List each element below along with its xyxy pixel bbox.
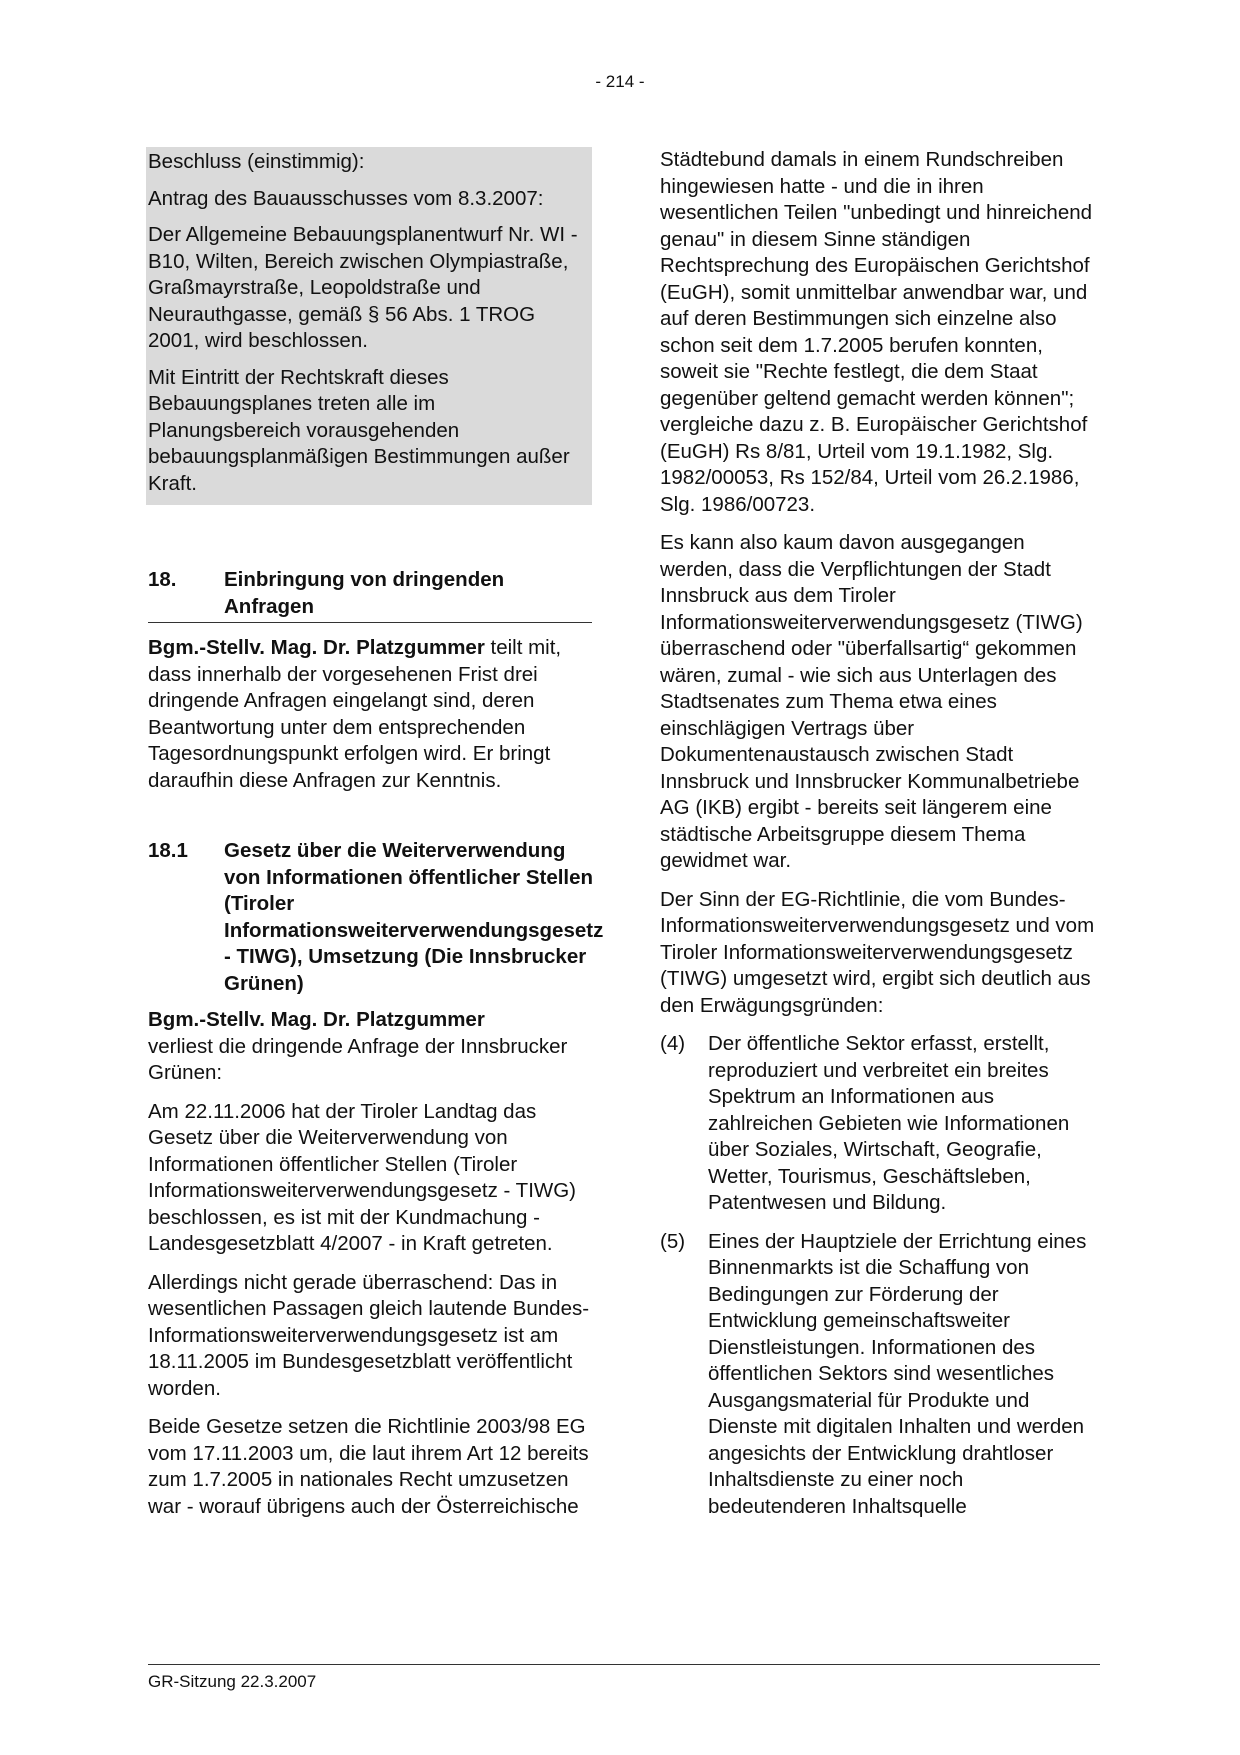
resolution-motion: Antrag des Bauausschusses vom 8.3.2007:: [148, 186, 544, 210]
footer-divider: [148, 1664, 1100, 1665]
recital-number: (4): [660, 1032, 686, 1055]
resolution-box: [146, 147, 592, 505]
section-18-text: teilt mit, dass innerhalb der vorgesehenen Frist drei dringende Anfragen eingelangt sind, deren Beantwortung unter dem entsprechenden Tagesordnungspunkt erfolgen wird. Er bringt daraufhin diese Anfragen zur Kenntnis.: [148, 636, 562, 792]
section-18-paragraph: [148, 635, 592, 794]
right-column: [660, 147, 1098, 1520]
speaker-name: Bgm.-Stellv. Mag. Dr. Platzgummer: [148, 1008, 485, 1031]
section-number: 18.1: [148, 839, 188, 862]
footer-text: GR-Sitzung 22.3.2007: [148, 1672, 317, 1691]
section-heading-18-1: [148, 838, 604, 997]
resolution-decision: Der Allgemeine Bebauungsplanentwurf Nr. WI - B10, Wilten, Bereich zwischen Olympiastraße, Graßmayrstraße, Leopoldstraße und Neurauthgasse, gemäß § 56 Abs. 1 TROG 2001, wird beschlossen.: [148, 223, 578, 352]
paragraph: Allerdings nicht gerade überraschend: Das in wesentlichen Passagen gleich lautende Bundes-Informationsweiterverwendungsgesetz ist am 18.11.2005 im Bundesgesetzblatt veröffentlicht worden.: [148, 1270, 590, 1400]
section-18-1-intro: [148, 1007, 592, 1087]
left-column: [148, 147, 604, 1520]
recital-text: Der öffentliche Sektor erfasst, erstellt, reproduziert und verbreitet ein breites Spektrum an Informationen aus zahlreichen Gebieten wie Informationen über Soziales, Wirtschaft, Geografie, Wetter, Tourismus, Geschäftsleben, Patentwesen und Bildung.: [708, 1032, 1070, 1214]
recital-number: (5): [660, 1229, 686, 1253]
paragraph: Am 22.11.2006 hat der Tiroler Landtag das Gesetz über die Weiterverwendung von Informationen öffentlicher Stellen (Tiroler Informationsweiterverwendungsgesetz - TIWG) beschlossen, es ist mit der Kundmachung - Landesgesetzblatt 4/2007 - in Kraft getreten.: [148, 1099, 577, 1255]
recital-item: [660, 1031, 1098, 1217]
page-number: - 214 -: [595, 72, 645, 91]
section-title: Einbringung von dringenden Anfragen: [224, 568, 505, 618]
intro-text: verliest die dringende Anfrage der Innsbrucker Grünen:: [148, 1034, 568, 1084]
paragraph: Beide Gesetze setzen die Richtlinie 2003/98 EG vom 17.11.2003 um, die laut ihrem Art 12 bereits zum 1.7.2005 in nationales Recht umzusetzen war - worauf übrigens auch der Österreichische: [148, 1415, 589, 1518]
recital-item: [660, 1229, 1098, 1521]
resolution-effect: Mit Eintritt der Rechtskraft dieses Bebauungsplanes treten alle im Planungsbereich vorausgehenden bebauungsplanmäßigen Bestimmungen außer Kraft.: [148, 365, 570, 495]
section-title: Gesetz über die Weiterverwendung von Informationen öffentlicher Stellen (Tiroler Informationsweiterverwendungsgesetz - TIWG), Umsetzung (Die Innsbrucker Grünen): [224, 839, 604, 995]
recital-text: Eines der Hauptziele der Errichtung eines Binnenmarkts ist die Schaffung von Bedingungen zur Förderung der Entwicklung gemeinschaftsweiter Dienstleistungen. Informationen des öffentlichen Sektors sind wesentliches Ausgangsmaterial für Produkte und Dienste mit digitalen Inhalten und werden angesichts der Entwicklung drahtloser Inhaltsdienste zu einer noch bedeutenderen Inhaltsquelle: [708, 1229, 1087, 1518]
section-number: 18.: [148, 568, 177, 591]
paragraph: Städtebund damals in einem Rundschreiben hingewiesen hatte - und die in ihren wesentlichen Teilen "unbedingt und hinreichend genau" in diesem Sinne ständigen Rechtsprechung des Europäischen Gerichtshof (EuGH), somit unmittelbar anwendbar war, und auf deren Bestimmungen sich einzelne also schon seit dem 1.7.2005 berufen konnten, soweit sie "Rechte festlegt, die dem Staat gegenüber geltend gemacht werden können"; vergleiche dazu z. B. Europäischer Gerichtshof (EuGH) Rs 8/81, Urteil vom 19.1.1982, Slg. 1982/00053, Rs 152/84, Urteil vom 26.2.1986, Slg. 1986/00723.: [660, 148, 1093, 516]
resolution-title: Beschluss (einstimmig):: [148, 150, 365, 173]
paragraph: Es kann also kaum davon ausgegangen werden, dass die Verpflichtungen der Stadt Innsbruck aus dem Tiroler Informationsweiterverwendungsgesetz (TIWG) überraschend oder "überfallsartig“ gekommen wären, zumal - wie sich aus Unterlagen des Stadtsenates zum Thema etwa eines einschlägigen Vertrags über Dokumentenaustausch zwischen Stadt Innsbruck und Innsbrucker Kommunalbetriebe AG (IKB) ergibt - bereits seit längerem eine städtische Arbeitsgruppe diesem Thema gewidmet war.: [660, 531, 1083, 872]
speaker-name: Bgm.-Stellv. Mag. Dr. Platzgummer: [148, 636, 485, 659]
section-heading-18: [148, 567, 592, 623]
paragraph: Der Sinn der EG-Richtlinie, die vom Bundes-Informationsweiterverwendungsgesetz und vom Tiroler Informationsweiterverwendungsgesetz (TIWG) umgesetzt wird, ergibt sich deutlich aus den Erwägungsgründen:: [660, 887, 1095, 1017]
